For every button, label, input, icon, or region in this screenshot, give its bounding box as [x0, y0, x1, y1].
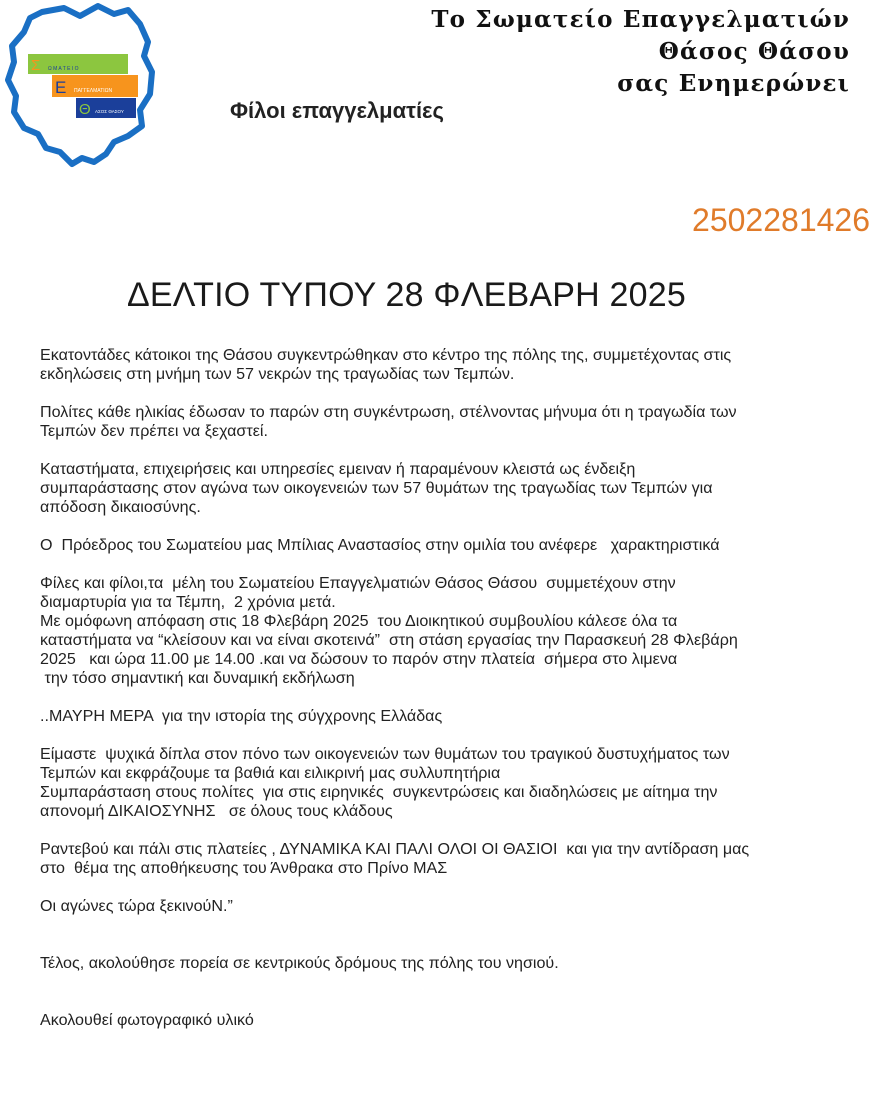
logo-letter-sigma: Σ	[31, 57, 41, 74]
logo-text-epaggelmation: ΠΑΓΓΕΛΜΑΤΙΩΝ	[74, 88, 113, 94]
text-line: Οι αγώνες τώρα ξεκινούΝ.”	[40, 897, 233, 915]
text-line: Ραντεβού και πάλι στις πλατείες , ΔΥΝΑΜΙΚΑ ΚΑΙ ΠΑΛΙ ΟΛΟΙ ΟΙ ΘΑΣΙΟΙ και για την αντίδραση μας	[40, 840, 750, 858]
text-line: την τόσο σημαντική και δυναμική εκδήλωση	[40, 669, 355, 687]
text-line: ..ΜΑΥΡΗ ΜΕΡΑ για την ιστορία της σύγχρονης Ελλάδας	[40, 707, 443, 725]
text-line: Με ομόφωνη απόφαση στις 18 Φλεβάρη 2025 του Διοικητικού συμβουλίου κάλεσε όλα τα	[40, 612, 678, 630]
org-name-line-2: Θάσος Θάσου	[658, 38, 850, 65]
paragraph-5	[40, 574, 865, 688]
logo-letter-theta: Θ	[79, 101, 91, 118]
text-line: Πολίτες κάθε ηλικίας έδωσαν το παρών στη συγκέντρωση, στέλνοντας μήνυμα ότι η τραγωδία των	[40, 403, 737, 421]
text-line: Είμαστε ψυχικά δίπλα στον πόνο των οικογενειών των θυμάτων του τραγικού δυστυχήματος των	[40, 745, 730, 763]
text-line: διαμαρτυρία για τα Τέμπη, 2 χρόνια μετά.	[40, 593, 336, 611]
text-line: εκδηλώσεις στη μνήμη των 57 νεκρών της τραγωδίας των Τεμπών.	[40, 365, 515, 383]
text-line: Συμπαράσταση στους πολίτες για στις ειρηνικές συγκεντρώσεις και διαδηλώσεις με αίτημα την	[40, 783, 718, 801]
logo-text-somateio: Ω Μ Α Τ Ε Ι Ο	[48, 66, 79, 72]
paragraph-8	[40, 840, 865, 878]
text-line: συμπαράστασης στον αγώνα των οικογενειών των 57 θυμάτων της τραγωδίας των Τεμπών για	[40, 479, 713, 497]
paragraph-10	[40, 954, 865, 973]
text-line: Ακολουθεί φωτογραφικό υλικό	[40, 1011, 254, 1029]
union-logo	[2, 2, 162, 170]
paragraph-1	[40, 346, 865, 384]
text-line: 2025 και ώρα 11.00 με 14.00 .και να δώσουν το παρόν στην πλατεία σήμερα στο λιμενα	[40, 650, 678, 668]
text-line: Καταστήματα, επιχειρήσεις και υπηρεσίες εμειναν ή παραμένουν κλειστά ως ένδειξη	[40, 460, 636, 478]
text-line: Τέλος, ακολούθησε πορεία σε κεντρικούς δρόμους της πόλης του νησιού.	[40, 954, 559, 972]
logo-text-thasos: ΑΣΟΣ ΘΑΣΟΥ	[95, 109, 124, 114]
paragraph-11	[40, 1011, 865, 1030]
greeting: Φίλοι επαγγελματίες	[230, 98, 444, 123]
paragraph-6	[40, 707, 865, 726]
paragraph-3	[40, 460, 865, 517]
text-line: Τεμπών και εκφράζουμε τα βαθιά και ειλικρινή μας συλλυπητήρια	[40, 764, 501, 782]
logo-letter-epsilon: Ε	[55, 78, 67, 97]
text-line: Φίλες και φίλοι,τα μέλη του Σωματείου Επαγγελματιών Θάσος Θάσου συμμετέχουν στην	[40, 574, 676, 592]
text-line: καταστήματα να “κλείσουν και να είναι σκοτεινά” στη στάση εργασίας την Παρασκευή 28 Φλεβάρη	[40, 631, 738, 649]
text-line: απονομή ΔΙΚΑΙΟΣΥΝΗΣ σε όλους τους κλάδους	[40, 802, 393, 820]
org-name-line-1: Το Σωματείο Επαγγελματιών	[431, 6, 850, 33]
paragraph-4	[40, 536, 865, 555]
press-release-body	[40, 346, 865, 1030]
paragraph-9	[40, 897, 865, 916]
paragraph-7	[40, 745, 865, 821]
org-name-line-3: σας Ενημερώνει	[617, 70, 850, 97]
phone-number: 2502281426	[692, 202, 870, 238]
text-line: απόδοση δικαιοσύνης.	[40, 498, 201, 516]
text-line: Ο Πρόεδρος του Σωματείου μας Μπίλιας Αναστασίος στην ομιλία του ανέφερε χαρακτηριστικά	[40, 536, 720, 554]
paragraph-2	[40, 403, 865, 441]
text-line: Τεμπών δεν πρέπει να ξεχαστεί.	[40, 422, 268, 440]
text-line: Εκατοντάδες κάτοικοι της Θάσου συγκεντρώθηκαν στο κέντρο της πόλης της, συμμετέχοντας στις	[40, 346, 732, 364]
press-release-title: ΔΕΛΤΙΟ ΤΥΠΟΥ 28 ΦΛΕΒΑΡΗ 2025	[127, 276, 686, 314]
text-line: στο θέμα της αποθήκευσης του Άνθρακα στο Πρίνο ΜΑΣ	[40, 859, 448, 877]
